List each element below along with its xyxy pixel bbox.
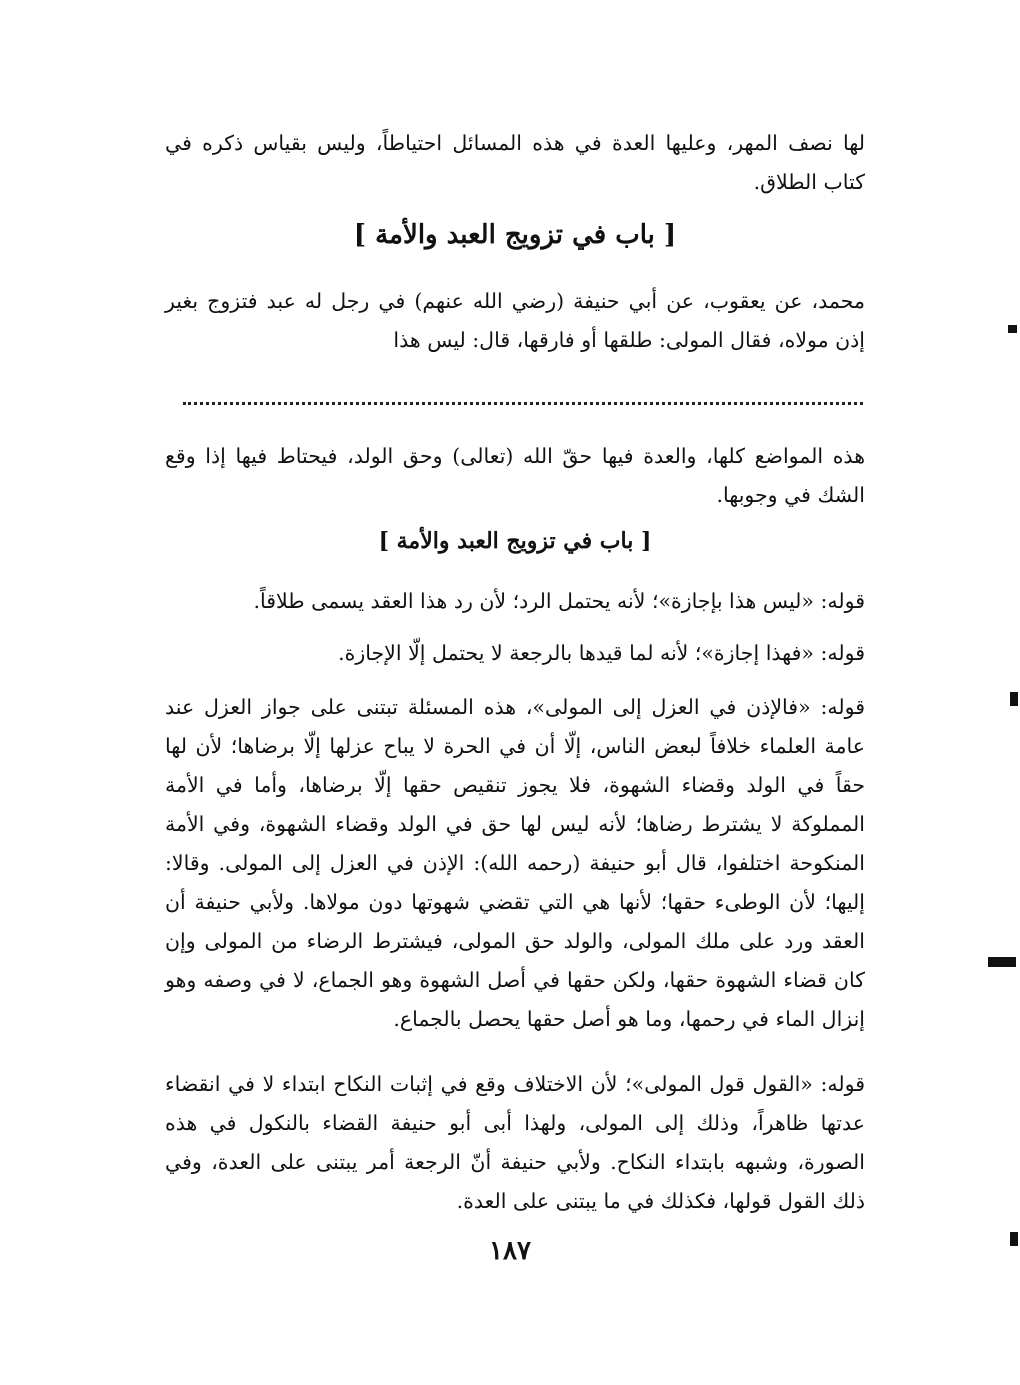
- scan-mark: [1010, 692, 1018, 706]
- dotted-separator: [183, 402, 863, 405]
- upper-paragraph-1: لها نصف المهر، وعليها العدة في هذه المسائل احتياطاً، وليس بقياس ذكره في كتاب الطلاق.: [165, 131, 865, 194]
- commentary-paragraph-3: قوله: «فهذا إجازة»؛ لأنه لما قيدها بالرجعة لا يحتمل إلّا الإجازة.: [338, 641, 865, 665]
- commentary-section-heading: [ باب في تزويج العبد والأمة ]: [378, 528, 652, 554]
- upper-paragraph-2: محمد، عن يعقوب، عن أبي حنيفة (رضي الله عنهم) في رجل له عبد فتزوج بغير إذن مولاه، فقال المولى: طلقها أو فارقها، قال: ليس هذا: [165, 289, 865, 352]
- commentary-paragraph-1: هذه المواضع كلها، والعدة فيها حقّ الله (تعالى) وحق الولد، فيحتاط فيها إذا وقع الشك في وجوبها.: [165, 444, 865, 507]
- scan-mark: [1008, 325, 1017, 333]
- scan-mark: [988, 957, 1016, 967]
- scan-mark: [1010, 1232, 1018, 1246]
- commentary-paragraph-5: قوله: «القول قول المولى»؛ لأن الاختلاف وقع في إثبات النكاح ابتداء لا في انقضاء عدتها ظاهراً، وذلك إلى المولى، ولهذا أبى أبو حنيفة القضاء بالنكول في هذه الصورة، وشبهه بابتداء النكاح. ولأبي حنيفة أنّ الرجعة أمر يبتنى على العدة، وفي ذلك القول قولها، فكذلك في ما يبتنى على العدة.: [165, 1072, 865, 1213]
- page-number: ١٨٧: [489, 1236, 531, 1266]
- commentary-paragraph-2: قوله: «ليس هذا بإجازة»؛ لأنه يحتمل الرد؛ لأن رد هذا العقد يسمى طلاقاً.: [253, 589, 865, 613]
- commentary-paragraph-4: قوله: «فالإذن في العزل إلى المولى»، هذه المسئلة تبتنى على جواز العزل عند عامة العلماء خلافاً لبعض الناس، إلّا أن في الحرة لا يباح عزلها إلّا برضاها؛ لأن لها حقاً في الولد وقضاء الشهوة، فلا يجوز تنقيص حقها إلّا برضاها، وأما في الأمة المملوكة لا يشترط رضاها؛ لأنه ليس لها حق في الولد وقضاء الشهوة، وفي الأمة المنكوحة اختلفوا، قال أبو حنيفة (رحمه الله): الإذن في العزل إلى المولى. وقالا: إليها؛ لأن الوطىء حقها؛ لأنها هي التي تقضي شهوتها دون مولاها. ولأبي حنيفة أن العقد ورد على ملك المولى، والولد حق المولى، فيشترط الرضاء من المولى وإن كان قضاء الشهوة حقها، ولكن حقها في أصل الشهوة وهو الجماع، لا في وصفه وهو إنزال الماء في رحمها، وما هو أصل حقها يحصل بالجماع.: [165, 695, 865, 1031]
- upper-section-heading: [ باب في تزويج العبد والأمة ]: [353, 220, 677, 250]
